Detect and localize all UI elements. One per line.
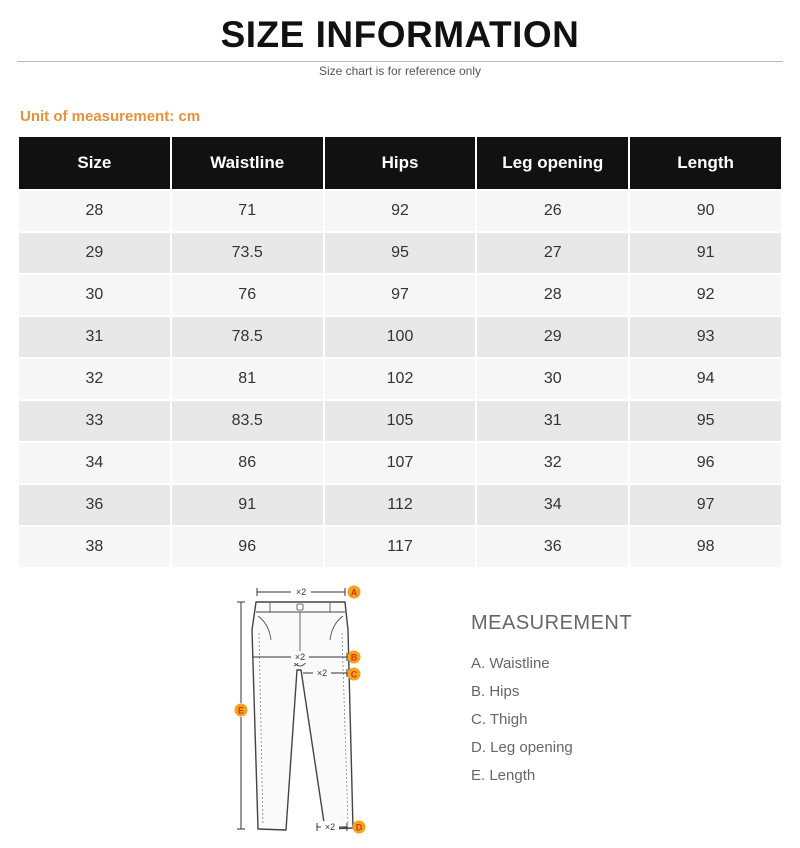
cell-waistline: 91 bbox=[172, 485, 323, 525]
cell-leg-opening: 32 bbox=[477, 443, 628, 483]
cell-size: 30 bbox=[19, 275, 170, 315]
measurement-item-thigh: C. Thigh bbox=[471, 711, 528, 728]
table-header-row bbox=[19, 137, 781, 189]
cell-waistline: 81 bbox=[172, 359, 323, 399]
svg-text:C: C bbox=[350, 669, 358, 680]
column-header-leg-opening: Leg opening bbox=[477, 137, 628, 189]
cell-size: 31 bbox=[19, 317, 170, 357]
cell-waistline: 76 bbox=[172, 275, 323, 315]
cell-hips: 102 bbox=[325, 359, 476, 399]
cell-hips: 112 bbox=[325, 485, 476, 525]
leg-opening-multiplier: ×2 bbox=[324, 822, 336, 832]
svg-text:B: B bbox=[350, 652, 358, 663]
cell-leg-opening: 31 bbox=[477, 401, 628, 441]
table-row bbox=[19, 527, 781, 567]
cell-waistline: 73.5 bbox=[172, 233, 323, 273]
svg-text:D: D bbox=[355, 822, 363, 833]
cell-hips: 105 bbox=[325, 401, 476, 441]
cell-length: 97 bbox=[630, 485, 781, 525]
table-row bbox=[19, 233, 781, 273]
subtitle: Size chart is for reference only bbox=[318, 64, 482, 78]
cell-hips: 117 bbox=[325, 527, 476, 567]
pants-outline bbox=[252, 602, 353, 830]
measurement-item-leg-opening: D. Leg opening bbox=[471, 739, 573, 756]
svg-text:E: E bbox=[237, 705, 245, 716]
page-title: SIZE INFORMATION bbox=[220, 14, 580, 55]
cell-length: 92 bbox=[630, 275, 781, 315]
cell-size: 29 bbox=[19, 233, 170, 273]
cell-waistline: 78.5 bbox=[172, 317, 323, 357]
cell-size: 33 bbox=[19, 401, 170, 441]
column-header-hips: Hips bbox=[325, 137, 476, 189]
table-row bbox=[19, 191, 781, 231]
measurement-item-length: E. Length bbox=[471, 767, 536, 784]
cell-length: 93 bbox=[630, 317, 781, 357]
cell-leg-opening: 26 bbox=[477, 191, 628, 231]
size-table bbox=[17, 135, 783, 569]
table-row bbox=[19, 485, 781, 525]
cell-length: 98 bbox=[630, 527, 781, 567]
title-divider bbox=[17, 61, 783, 62]
table-row bbox=[19, 401, 781, 441]
table-row bbox=[19, 443, 781, 483]
measurement-title: MEASUREMENT bbox=[471, 612, 633, 634]
column-header-length: Length bbox=[630, 137, 781, 189]
measurement-item-hips: B. Hips bbox=[471, 683, 520, 700]
thigh-multiplier: ×2 bbox=[316, 668, 328, 678]
measurement-item-waistline: A. Waistline bbox=[471, 655, 550, 672]
cell-hips: 95 bbox=[325, 233, 476, 273]
cell-hips: 97 bbox=[325, 275, 476, 315]
cell-hips: 92 bbox=[325, 191, 476, 231]
cell-waistline: 86 bbox=[172, 443, 323, 483]
waistband-button bbox=[297, 604, 303, 610]
cell-length: 95 bbox=[630, 401, 781, 441]
cell-hips: 100 bbox=[325, 317, 476, 357]
cell-leg-opening: 28 bbox=[477, 275, 628, 315]
hips-multiplier: ×2 bbox=[294, 652, 306, 662]
table-row bbox=[19, 317, 781, 357]
table-row bbox=[19, 275, 781, 315]
cell-waistline: 71 bbox=[172, 191, 323, 231]
column-header-waistline: Waistline bbox=[172, 137, 323, 189]
cell-length: 91 bbox=[630, 233, 781, 273]
measurement-list bbox=[471, 654, 573, 794]
unit-label: Unit of measurement: cm bbox=[20, 108, 201, 125]
cell-waistline: 83.5 bbox=[172, 401, 323, 441]
cell-length: 90 bbox=[630, 191, 781, 231]
cell-size: 36 bbox=[19, 485, 170, 525]
cell-size: 34 bbox=[19, 443, 170, 483]
column-header-size: Size bbox=[19, 137, 170, 189]
waistline-multiplier: ×2 bbox=[295, 587, 307, 597]
cell-length: 94 bbox=[630, 359, 781, 399]
cell-size: 32 bbox=[19, 359, 170, 399]
cell-leg-opening: 36 bbox=[477, 527, 628, 567]
cell-length: 96 bbox=[630, 443, 781, 483]
cell-size: 28 bbox=[19, 191, 170, 231]
cell-leg-opening: 30 bbox=[477, 359, 628, 399]
cell-leg-opening: 29 bbox=[477, 317, 628, 357]
cell-size: 38 bbox=[19, 527, 170, 567]
cell-leg-opening: 34 bbox=[477, 485, 628, 525]
cell-waistline: 96 bbox=[172, 527, 323, 567]
table-row bbox=[19, 359, 781, 399]
cell-hips: 107 bbox=[325, 443, 476, 483]
svg-text:A: A bbox=[350, 587, 358, 598]
cell-leg-opening: 27 bbox=[477, 233, 628, 273]
pants-diagram bbox=[225, 578, 375, 843]
